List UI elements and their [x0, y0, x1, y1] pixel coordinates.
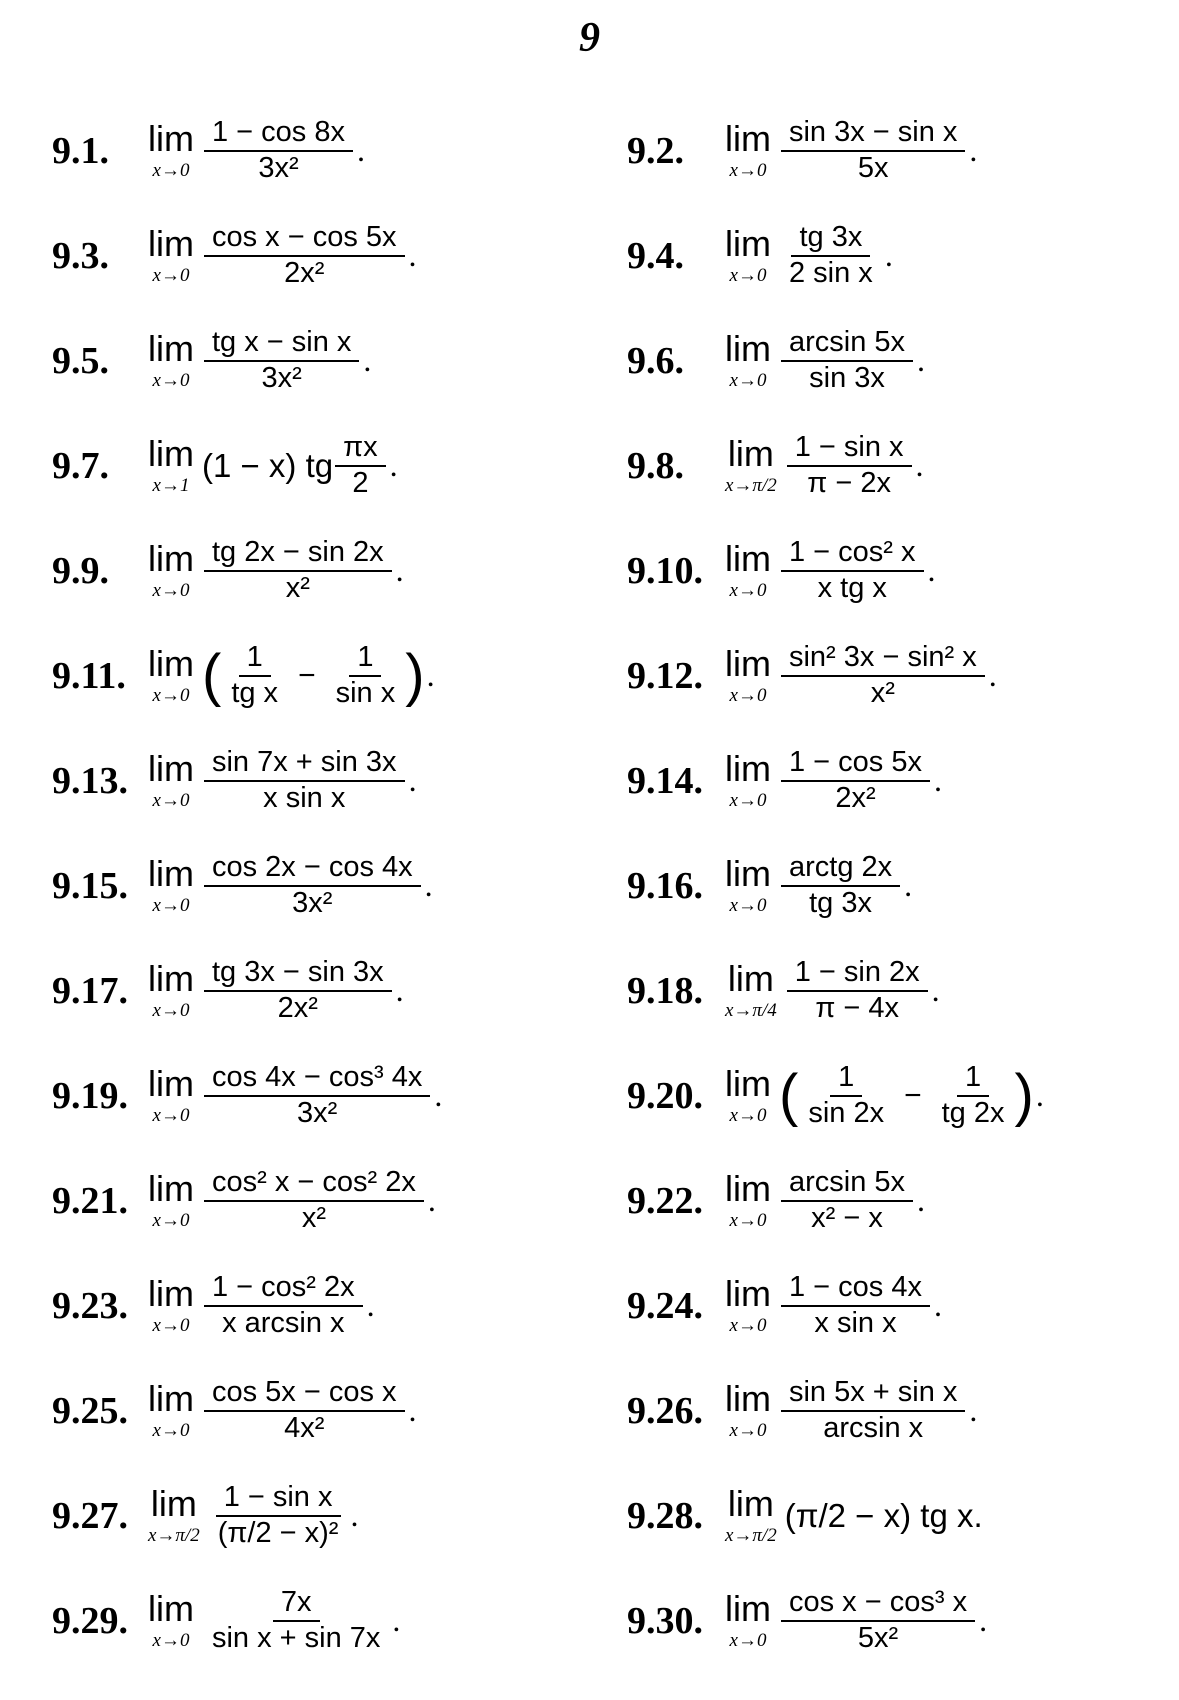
limit-subscript: x→0	[729, 790, 767, 811]
limit-subscript: x→π/2	[148, 1525, 200, 1546]
limit-operator: lim x→0	[725, 1273, 771, 1336]
fraction-numerator: cos x − cos³ x	[781, 1586, 975, 1621]
fraction-denominator: 2x²	[277, 991, 318, 1024]
limit-operator: lim x→0	[148, 853, 194, 916]
fraction	[204, 1271, 363, 1340]
fraction-numerator: πx	[335, 431, 386, 466]
fraction	[781, 326, 913, 395]
problem-item: 9.1. lim x→0 $\frac{1 - \cos 8x}{\text{3x²}}$ .	[52, 116, 365, 184]
fraction-numerator: cos² x − cos² 2x	[204, 1166, 424, 1201]
limit-subscript: x→0	[152, 1315, 190, 1336]
fraction-denominator: x sin x	[814, 1306, 897, 1339]
limit-operator: lim x→0	[725, 538, 771, 601]
fraction-denominator: 4x²	[284, 1411, 325, 1444]
limit-operator: lim x→π/4	[725, 958, 777, 1021]
limit-subscript: x→0	[152, 790, 190, 811]
problem-item: 9.5. lim x→0 $\frac{\text{tg x − sin x}}{\text{3x²}}$ .	[52, 326, 372, 394]
problem-number: 9.14.	[627, 759, 703, 802]
fraction	[781, 536, 924, 605]
problem-number: 9.16.	[627, 864, 703, 907]
fraction-denominator: x sin x	[263, 781, 346, 814]
problem-number: 9.18.	[627, 969, 703, 1012]
problem-number: 9.17.	[52, 969, 128, 1012]
problem-item: 9.8. lim x→π/2 $\frac{\text{1 − sin x}}{\pi - 2x}$ .	[627, 431, 924, 499]
limit-operator: lim x→π/2	[725, 1483, 777, 1546]
problem-item: 9.26. lim x→0 $\frac{\text{sin 5x + sin x}}{\text{arcsin x}}$ .	[627, 1376, 978, 1444]
fraction-denominator: 2x²	[835, 781, 876, 814]
problem-item: 9.18. lim x→π/4 $\frac{1 - \sin 2x}{\pi - 4x}$ .	[627, 956, 940, 1024]
problem-item: 9.29. lim x→0 $\frac{7x}{\text{sin x + sin 7x}}$ .	[52, 1586, 401, 1654]
limit-subscript: x→0	[729, 1420, 767, 1441]
fraction-denominator: x arcsin x	[222, 1306, 345, 1339]
fraction-numerator: tg 2x − sin 2x	[204, 536, 392, 571]
problem-number: 9.8.	[627, 444, 684, 487]
fraction-denominator: x²	[285, 571, 310, 604]
limit-operator: lim x→0	[148, 748, 194, 811]
fraction-denominator: tg x	[231, 676, 279, 709]
limit-operator: lim x→0	[725, 223, 771, 286]
limit-subscript: x→0	[729, 265, 767, 286]
problem-number: 9.11.	[52, 654, 126, 697]
fraction-numerator: 7x	[273, 1586, 320, 1621]
limit-operator: lim x→0	[148, 1168, 194, 1231]
limit-subscript: x→1	[152, 475, 190, 496]
limit-operator: lim x→0	[725, 748, 771, 811]
problem-item: 9.13. lim x→0 $\frac{\sin 7x + \sin 3x}{\text{x sin x}}$ .	[52, 746, 417, 814]
limit-subscript: x→0	[729, 1210, 767, 1231]
problem-item: 9.30. lim x→0 $\frac{\text{cos x − cos³ x}}{\text{5x²}}$ .	[627, 1586, 988, 1654]
problem-item: 9.25. lim x→0 $\frac{\text{cos 5x − cos x}}{\text{4x²}}$ .	[52, 1376, 417, 1444]
problem-grid	[52, 98, 1162, 1673]
fraction	[787, 956, 928, 1025]
limit-subscript: x→0	[152, 685, 190, 706]
fraction	[781, 641, 985, 710]
limit-subscript: x→0	[729, 370, 767, 391]
limit-operator: lim x→0	[725, 1063, 771, 1126]
fraction-numerator: sin 5x + sin x	[781, 1376, 965, 1411]
limit-subscript: x→0	[152, 1210, 190, 1231]
problem-item: 9.11. lim x→0 ( $\frac{1}{\text{tg x}}$ − $\frac{1}{\text{sin x}}$ ) .	[52, 641, 435, 709]
problem-number: 9.26.	[627, 1389, 703, 1432]
fraction-numerator: 1 − sin x	[787, 431, 912, 466]
fraction-denominator: sin x + sin 7x	[211, 1621, 381, 1654]
close-paren: )	[1014, 1062, 1034, 1128]
limit-subscript: x→0	[152, 265, 190, 286]
fraction-numerator: tg 3x	[791, 221, 870, 256]
fraction	[204, 1586, 388, 1655]
fraction-numerator: arcsin 5x	[781, 1166, 913, 1201]
problem-item: 9.23. lim x→0 $\frac{\text{1 − cos² 2x}}{\text{x arcsin x}}$ .	[52, 1271, 375, 1339]
fraction-numerator: 1	[957, 1061, 989, 1096]
limit-operator: lim x→0	[148, 328, 194, 391]
minus-sign: −	[298, 658, 316, 692]
problem-item: 9.9. lim x→0 $\frac{tg 2x - \sin 2x}{\text{x²}}$ .	[52, 536, 404, 604]
limit-operator: lim x→0	[725, 1168, 771, 1231]
fraction	[781, 1166, 913, 1235]
fraction-numerator: 1 − cos² 2x	[204, 1271, 363, 1306]
fraction-numerator: arcsin 5x	[781, 326, 913, 361]
problem-item: 9.14. lim x→0 $\frac{1 - \cos 5x}{\text{2x²}}$ .	[627, 746, 942, 814]
limit-subscript: x→0	[152, 895, 190, 916]
limit-subscript: x→0	[729, 580, 767, 601]
fraction-denominator: 3x²	[258, 151, 299, 184]
problem-item: 9.27. lim x→π/2 $\frac{\text{1 − sin x}}{\text{(π/2 − x)²}}$ .	[52, 1481, 359, 1549]
fraction-denominator: 3x²	[261, 361, 302, 394]
problem-item: 9.15. lim x→0 $\frac{\cos 2x - \cos 4x}{\text{3x²}}$ .	[52, 851, 433, 919]
limit-operator: lim x→0	[725, 643, 771, 706]
fraction-numerator: 1	[349, 641, 381, 676]
fraction-denominator: 2 sin x	[788, 256, 873, 289]
limit-operator: lim x→π/2	[725, 433, 777, 496]
limit-expression: (π/2 − x) tg x.	[784, 1496, 983, 1534]
fraction	[934, 1061, 1013, 1130]
fraction-numerator: sin 7x + sin 3x	[204, 746, 405, 781]
problem-item: 9.2. lim x→0 $\frac{\text{sin 3x − sin x}}{5x}$ .	[627, 116, 978, 184]
limit-operator: lim x→0	[725, 118, 771, 181]
limit-operator: lim x→0	[725, 1378, 771, 1441]
fraction-denominator: tg 2x	[941, 1096, 1005, 1129]
fraction-numerator: 1 − cos 4x	[781, 1271, 930, 1306]
fraction-denominator: tg 3x	[809, 886, 872, 919]
problem-number: 9.5.	[52, 339, 109, 382]
fraction-denominator: x² − x	[811, 1201, 883, 1234]
problem-item: 9.12. lim x→0 $\frac{\text{sin² 3x − sin² x}}{\text{x²}}$ .	[627, 641, 997, 709]
fraction	[781, 1271, 930, 1340]
fraction-numerator: tg x − sin x	[204, 326, 359, 361]
problem-number: 9.27.	[52, 1494, 128, 1537]
fraction-denominator: 3x²	[297, 1096, 338, 1129]
fraction-numerator: 1 − sin x	[216, 1481, 341, 1516]
limit-operator: lim x→0	[148, 1273, 194, 1336]
limit-operator: lim x→0	[148, 1063, 194, 1126]
limit-operator: lim x→π/2	[148, 1483, 200, 1546]
limit-subscript: x→π/2	[725, 1525, 777, 1546]
fraction	[204, 116, 353, 185]
fraction-numerator: cos x − cos 5x	[204, 221, 405, 256]
fraction-denominator: 5x²	[857, 1621, 899, 1654]
fraction-denominator: π − 2x	[807, 466, 891, 499]
problem-item: 9.17. lim x→0 $\frac{tg 3x - \sin 3x}{\text{2x²}}$ .	[52, 956, 404, 1024]
fraction-denominator: x tg x	[817, 571, 887, 604]
limit-subscript: x→0	[729, 685, 767, 706]
problem-number: 9.24.	[627, 1284, 703, 1327]
problem-number: 9.19.	[52, 1074, 128, 1117]
fraction-numerator: cos 2x − cos 4x	[204, 851, 421, 886]
limit-operator: lim x→0	[148, 223, 194, 286]
fraction	[781, 746, 930, 815]
problem-number: 9.23.	[52, 1284, 128, 1327]
problem-number: 9.7.	[52, 444, 109, 487]
fraction-numerator: cos 5x − cos x	[204, 1376, 405, 1411]
fraction	[787, 431, 912, 500]
limit-subscript: x→π/2	[725, 475, 777, 496]
limit-operator: lim x→0	[725, 1588, 771, 1651]
limit-operator: lim x→0	[148, 118, 194, 181]
minus-sign: −	[904, 1078, 922, 1112]
fraction-denominator: 2	[352, 466, 369, 499]
fraction-numerator: 1	[239, 641, 271, 676]
problem-number: 9.9.	[52, 549, 109, 592]
fraction-denominator: x²	[870, 676, 895, 709]
fraction	[204, 1376, 405, 1445]
fraction	[800, 1061, 892, 1130]
fraction	[781, 851, 900, 920]
limit-subscript: x→0	[729, 895, 767, 916]
fraction-denominator: sin x	[335, 676, 396, 709]
problem-number: 9.1.	[52, 129, 109, 172]
fraction-denominator: sin 3x	[809, 361, 885, 394]
problem-number: 9.28.	[627, 1494, 703, 1537]
fraction-denominator: 5x	[857, 151, 889, 184]
problem-number: 9.13.	[52, 759, 128, 802]
fraction	[210, 1481, 347, 1550]
fraction	[204, 956, 392, 1025]
fraction-numerator: cos 4x − cos³ 4x	[204, 1061, 430, 1096]
limit-subscript: x→0	[152, 1420, 190, 1441]
problem-number: 9.22.	[627, 1179, 703, 1222]
limit-operator: lim x→1	[148, 433, 194, 496]
fraction	[204, 326, 359, 395]
problem-number: 9.30.	[627, 1599, 703, 1642]
fraction	[204, 746, 405, 815]
problem-item: 9.6. lim x→0 $\frac{\arcsin 5x}{\sin 3x}$ .	[627, 326, 926, 394]
problem-number: 9.2.	[627, 129, 684, 172]
problem-number: 9.12.	[627, 654, 703, 697]
limit-operator: lim x→0	[148, 538, 194, 601]
problem-item: 9.7. lim x→1 (1 − x) tg $\frac{\pi x}{2}$ .	[52, 431, 398, 499]
limit-subscript: x→π/4	[725, 1000, 777, 1021]
fraction-denominator: arcsin x	[823, 1411, 924, 1444]
problem-number: 9.4.	[627, 234, 684, 277]
fraction-numerator: 1 − cos² x	[781, 536, 924, 571]
fraction-denominator: 2x²	[284, 256, 325, 289]
limit-operator: lim x→0	[725, 328, 771, 391]
problem-item: 9.10. lim x→0 $\frac{\text{1 − cos² x}}{\text{x tg x}}$ .	[627, 536, 936, 604]
fraction-numerator: 1 − cos 5x	[781, 746, 930, 781]
limit-operator: lim x→0	[725, 853, 771, 916]
problem-item: 9.24. lim x→0 $\frac{1 - \cos 4x}{\text{x sin x}}$ .	[627, 1271, 942, 1339]
fraction-denominator: sin 2x	[808, 1096, 885, 1129]
fraction-numerator: arctg 2x	[781, 851, 900, 886]
limit-subscript: x→0	[729, 1315, 767, 1336]
limit-subscript: x→0	[729, 160, 767, 181]
limit-subscript: x→0	[729, 1630, 767, 1651]
limit-operator: lim x→0	[148, 1588, 194, 1651]
fraction-numerator: 1 − sin 2x	[787, 956, 928, 991]
fraction-numerator: 1 − cos 8x	[204, 116, 353, 151]
fraction	[781, 221, 881, 290]
fraction-denominator: 3x²	[292, 886, 333, 919]
problem-number: 9.3.	[52, 234, 109, 277]
problem-item	[627, 1463, 1162, 1568]
limit-operator: lim x→0	[148, 1378, 194, 1441]
limit-subscript: x→0	[152, 160, 190, 181]
fraction-numerator: sin 3x − sin x	[781, 116, 965, 151]
close-paren: )	[405, 642, 425, 708]
limit-subscript: x→0	[152, 1000, 190, 1021]
problem-number: 9.20.	[627, 1074, 703, 1117]
fraction	[204, 1166, 424, 1235]
fraction	[223, 641, 286, 710]
problem-item: 9.4. lim x→0 $\frac{tg 3x}{\text{2 sin x}}$ .	[627, 221, 893, 289]
problem-number: 9.21.	[52, 1179, 128, 1222]
limit-subscript: x→0	[152, 580, 190, 601]
limit-prefix: (1 − x) tg	[201, 446, 334, 484]
fraction-numerator: tg 3x − sin 3x	[204, 956, 392, 991]
page-number: 9	[579, 15, 600, 61]
limit-subscript: x→0	[729, 1105, 767, 1126]
fraction-numerator: sin² 3x − sin² x	[781, 641, 985, 676]
fraction-denominator: (π/2 − x)²	[217, 1516, 339, 1549]
problem-number: 9.29.	[52, 1599, 128, 1642]
fraction	[335, 431, 386, 500]
problem-item: 9.16. lim x→0 $\frac{\text{arctg 2x}}{tg 3x}$ .	[627, 851, 913, 919]
open-paren: (	[778, 1062, 799, 1128]
limit-operator: lim x→0	[148, 958, 194, 1021]
fraction	[781, 116, 965, 185]
fraction	[781, 1376, 965, 1445]
problem-item: 9.22. lim x→0 $\frac{\arcsin 5x}{\text{x² − x}}$ .	[627, 1166, 926, 1234]
problem-item: 9.20. lim x→0 ( $\frac{1}{\sin 2x}$ − $\frac{1}{tg 2x}$ ) .	[627, 1061, 1044, 1129]
fraction	[204, 536, 392, 605]
problem-number: 9.10.	[627, 549, 703, 592]
problem-number: 9.6.	[627, 339, 684, 382]
problem-item: 9.3. lim x→0 $\frac{\text{cos x − cos 5x}}{\text{2x²}}$ .	[52, 221, 417, 289]
fraction-numerator: 1	[830, 1061, 862, 1096]
limit-subscript: x→0	[152, 1105, 190, 1126]
fraction	[328, 641, 404, 710]
problem-item: 9.21. lim x→0 $\frac{\text{cos² x − cos² 2x}}{\text{x²}}$ .	[52, 1166, 436, 1234]
fraction	[204, 1061, 430, 1130]
fraction	[781, 1586, 975, 1655]
open-paren: (	[201, 642, 222, 708]
fraction	[204, 221, 405, 290]
limit-subscript: x→0	[152, 370, 190, 391]
fraction	[204, 851, 421, 920]
limit-subscript: x→0	[152, 1630, 190, 1651]
fraction-denominator: π − 4x	[815, 991, 900, 1024]
fraction-denominator: x²	[301, 1201, 326, 1234]
limit-operator: lim x→0	[148, 643, 194, 706]
problem-number: 9.25.	[52, 1389, 128, 1432]
problem-item: 9.19. lim x→0 $\frac{\text{cos 4x − cos³ 4x}}{\text{3x²}}$ .	[52, 1061, 443, 1129]
problem-number: 9.15.	[52, 864, 128, 907]
